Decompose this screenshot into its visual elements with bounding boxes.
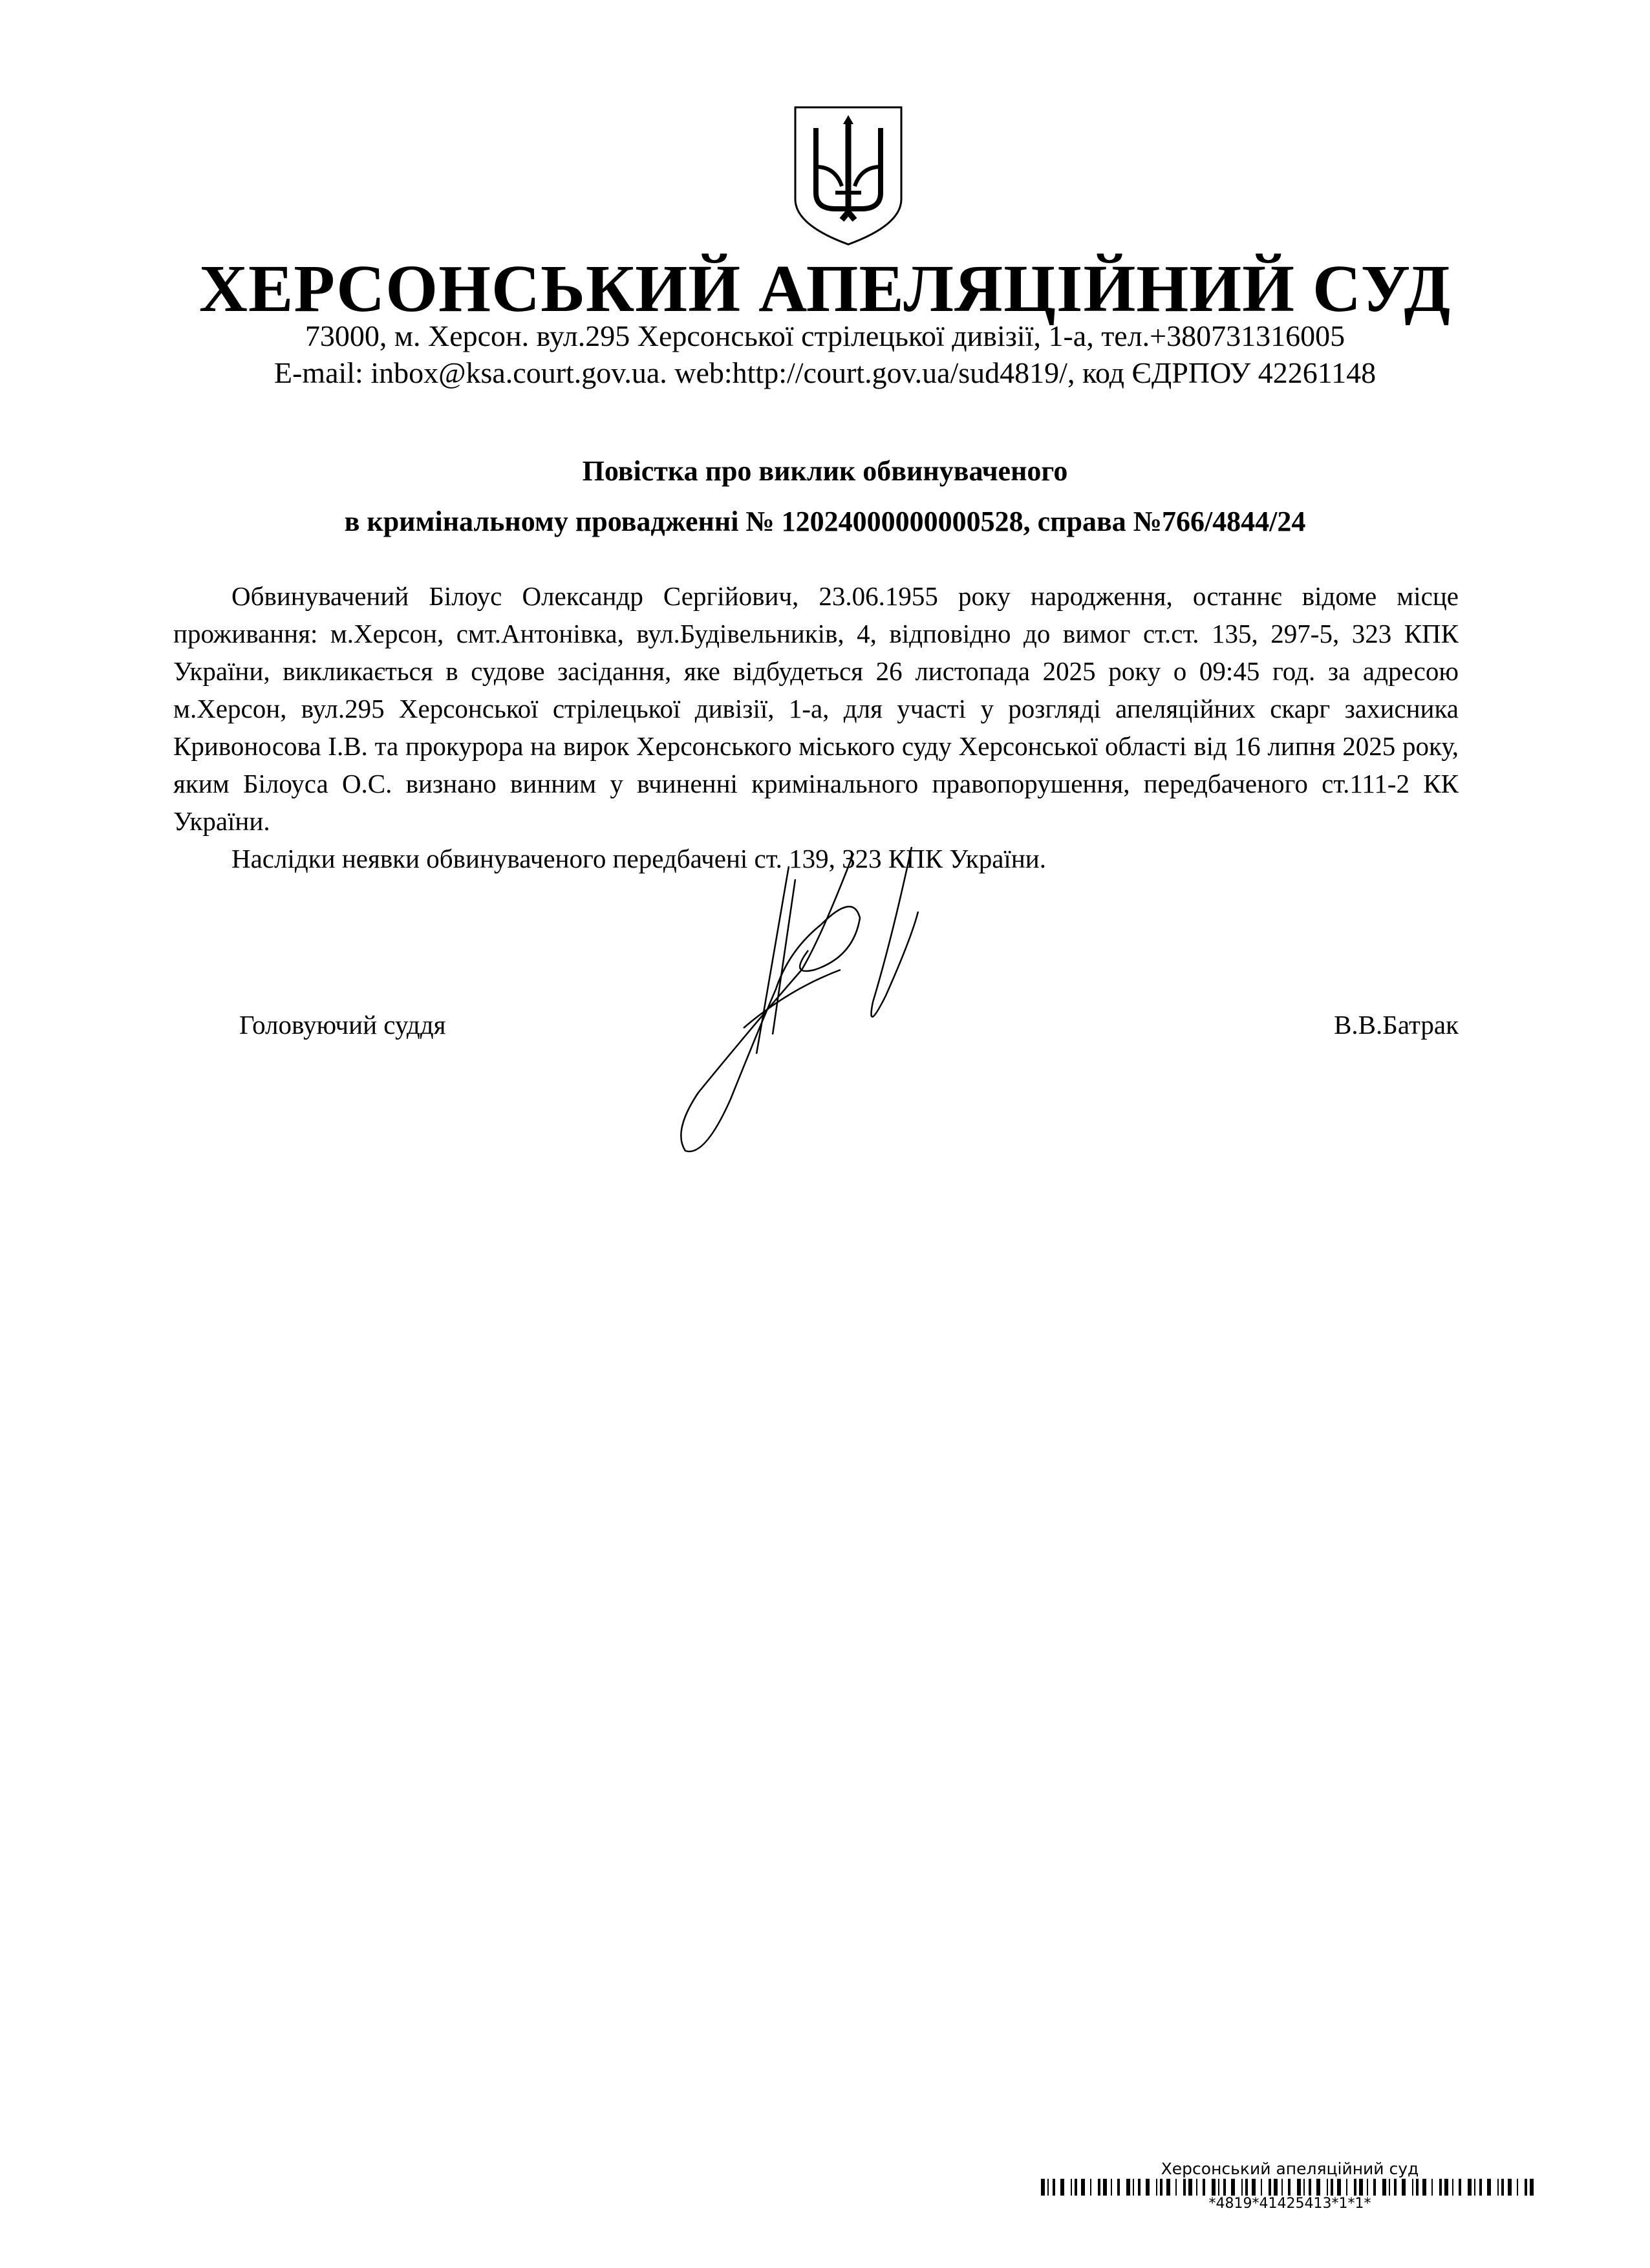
barcode-bar bbox=[1359, 2179, 1363, 2196]
barcode-bar bbox=[1288, 2179, 1291, 2196]
barcode-bar bbox=[1075, 2179, 1077, 2196]
barcode-bar bbox=[1218, 2179, 1219, 2196]
barcode-bar bbox=[1274, 2179, 1278, 2196]
barcode-bar bbox=[1060, 2179, 1064, 2196]
summons-paragraph: Обвинувачений Білоус Олександр Сергійович, 23.06.1955 року народження, останнє відоме місце проживання: м.Херсон, смт.Антонівка, вул.Будівельників, 4, відповідно до вимог ст.ст. 135, 297-5, 323 КПК України, викликається в судове засідання, яке відбудеться 26 листопада 2025 року о 09:45 год. за адресою м.Херсон, вул.295 Херсонської стрілецької дивізії, 1-а, для участі у розгляді апеляційних скарг захисника Кривоносова І.В. та прокурора на вирок Херсонського міського суду Херсонської області від 16 липня 2025 року, яким Білоуса О.С. визнано винним у вчиненні кримінального правопорушення, передбаченого ст.111-2 КК України. bbox=[173, 581, 1459, 836]
barcode-bar bbox=[1431, 2179, 1433, 2196]
barcode-bar bbox=[1166, 2179, 1170, 2196]
judge-role: Головуючий суддя bbox=[239, 1010, 446, 1040]
barcode-bar bbox=[1354, 2179, 1356, 2196]
barcode-caption: Херсонський апеляційний суд bbox=[1161, 2159, 1419, 2178]
barcode-bar bbox=[1373, 2179, 1376, 2196]
barcode-bar bbox=[1183, 2179, 1186, 2196]
barcode-bar bbox=[1497, 2179, 1499, 2196]
barcode-bar bbox=[1303, 2179, 1305, 2196]
barcode-bar bbox=[1501, 2179, 1504, 2196]
barcode-bar bbox=[1309, 2179, 1311, 2196]
court-contacts: E-mail: inbox@ksa.court.gov.ua. web:http://court.gov.ua/sud4819/, код ЄДРПОУ 42261148 bbox=[273, 356, 1377, 389]
barcode-bar bbox=[1487, 2179, 1491, 2196]
barcode-bar bbox=[1316, 2179, 1320, 2196]
barcode-bar bbox=[1138, 2179, 1141, 2196]
barcode-bar bbox=[1196, 2179, 1197, 2196]
barcode-bar bbox=[1160, 2179, 1162, 2196]
barcode-bar bbox=[1525, 2179, 1527, 2196]
barcode-bar bbox=[1212, 2179, 1216, 2196]
barcode-bar bbox=[1126, 2179, 1130, 2196]
barcode-bar bbox=[1090, 2179, 1091, 2196]
barcode-bar bbox=[1103, 2179, 1107, 2196]
barcode-bar bbox=[1241, 2179, 1243, 2196]
barcode-bar bbox=[1389, 2179, 1390, 2196]
barcode-bar bbox=[1231, 2179, 1235, 2196]
barcode-bar bbox=[1098, 2179, 1100, 2196]
barcode-bar bbox=[1382, 2179, 1386, 2196]
barcode-bar bbox=[1479, 2179, 1482, 2196]
barcode-bar bbox=[1117, 2179, 1120, 2196]
barcode-bar bbox=[1337, 2179, 1341, 2196]
barcode-bar bbox=[1269, 2179, 1271, 2196]
barcode-bar bbox=[1245, 2179, 1248, 2196]
barcode-bar bbox=[1081, 2179, 1085, 2196]
barcode-bar bbox=[1133, 2179, 1134, 2196]
barcode-bar bbox=[1041, 2179, 1045, 2196]
barcode-bar bbox=[1203, 2179, 1205, 2196]
barcode-bar bbox=[1071, 2179, 1072, 2196]
barcode-bar bbox=[1474, 2179, 1475, 2196]
court-address: 73000, м. Херсон. вул.295 Херсонської стрілецької дивізії, 1-а, тел.+380731316005 bbox=[305, 319, 1345, 352]
barcode-bar bbox=[1053, 2179, 1055, 2196]
barcode-bar bbox=[1156, 2179, 1157, 2196]
barcode-bar bbox=[1452, 2179, 1453, 2196]
court-name: ХЕРСОНСЬКИЙ АПЕЛЯЦІЙНИЙ СУД bbox=[198, 251, 1452, 326]
barcode-bar bbox=[1261, 2179, 1262, 2196]
consequences-paragraph: Наслідки неявки обвинуваченого передбачені ст. 139, 323 КПК України. bbox=[231, 844, 1046, 873]
barcode-bar bbox=[1468, 2179, 1472, 2196]
handwritten-signature bbox=[659, 840, 996, 1164]
document-subtitle: в кримінальному провадженні № 12024000000000528, справа №766/4844/24 bbox=[344, 506, 1306, 537]
judge-name: В.В.Батрак bbox=[1334, 1010, 1459, 1040]
trident-emblem-icon bbox=[790, 102, 906, 248]
barcode-icon bbox=[1041, 2179, 1539, 2196]
barcode-bar bbox=[1439, 2179, 1442, 2196]
barcode-bar bbox=[1188, 2179, 1192, 2196]
barcode-number: *4819*41425413*1*1* bbox=[1208, 2196, 1371, 2212]
barcode-bar bbox=[1346, 2179, 1347, 2196]
barcode-bar bbox=[1412, 2179, 1413, 2196]
barcode-bar bbox=[1331, 2179, 1333, 2196]
barcode-bar bbox=[1402, 2179, 1406, 2196]
barcode-bar bbox=[1517, 2179, 1518, 2196]
barcode-bar bbox=[1444, 2179, 1448, 2196]
barcode-bar bbox=[1327, 2179, 1328, 2196]
barcode-bar bbox=[1394, 2179, 1397, 2196]
barcode-bar bbox=[1175, 2179, 1177, 2196]
barcode-bar bbox=[1223, 2179, 1226, 2196]
barcode-bar bbox=[1297, 2179, 1301, 2196]
document-title: Повістка про виклик обвинуваченого bbox=[582, 455, 1068, 487]
barcode-bar bbox=[1281, 2179, 1283, 2196]
summons-body bbox=[173, 577, 1459, 877]
barcode-bar bbox=[1367, 2179, 1368, 2196]
barcode-bar bbox=[1508, 2179, 1512, 2196]
document-barcode bbox=[1041, 2159, 1539, 2212]
barcode-bar bbox=[1047, 2179, 1049, 2196]
barcode-bar bbox=[1459, 2179, 1461, 2196]
barcode-bar bbox=[1422, 2179, 1426, 2196]
barcode-bar bbox=[1530, 2179, 1534, 2196]
barcode-bar bbox=[1146, 2179, 1150, 2196]
barcode-bar bbox=[1416, 2179, 1419, 2196]
barcode-bar bbox=[1111, 2179, 1112, 2196]
barcode-bar bbox=[1252, 2179, 1256, 2196]
